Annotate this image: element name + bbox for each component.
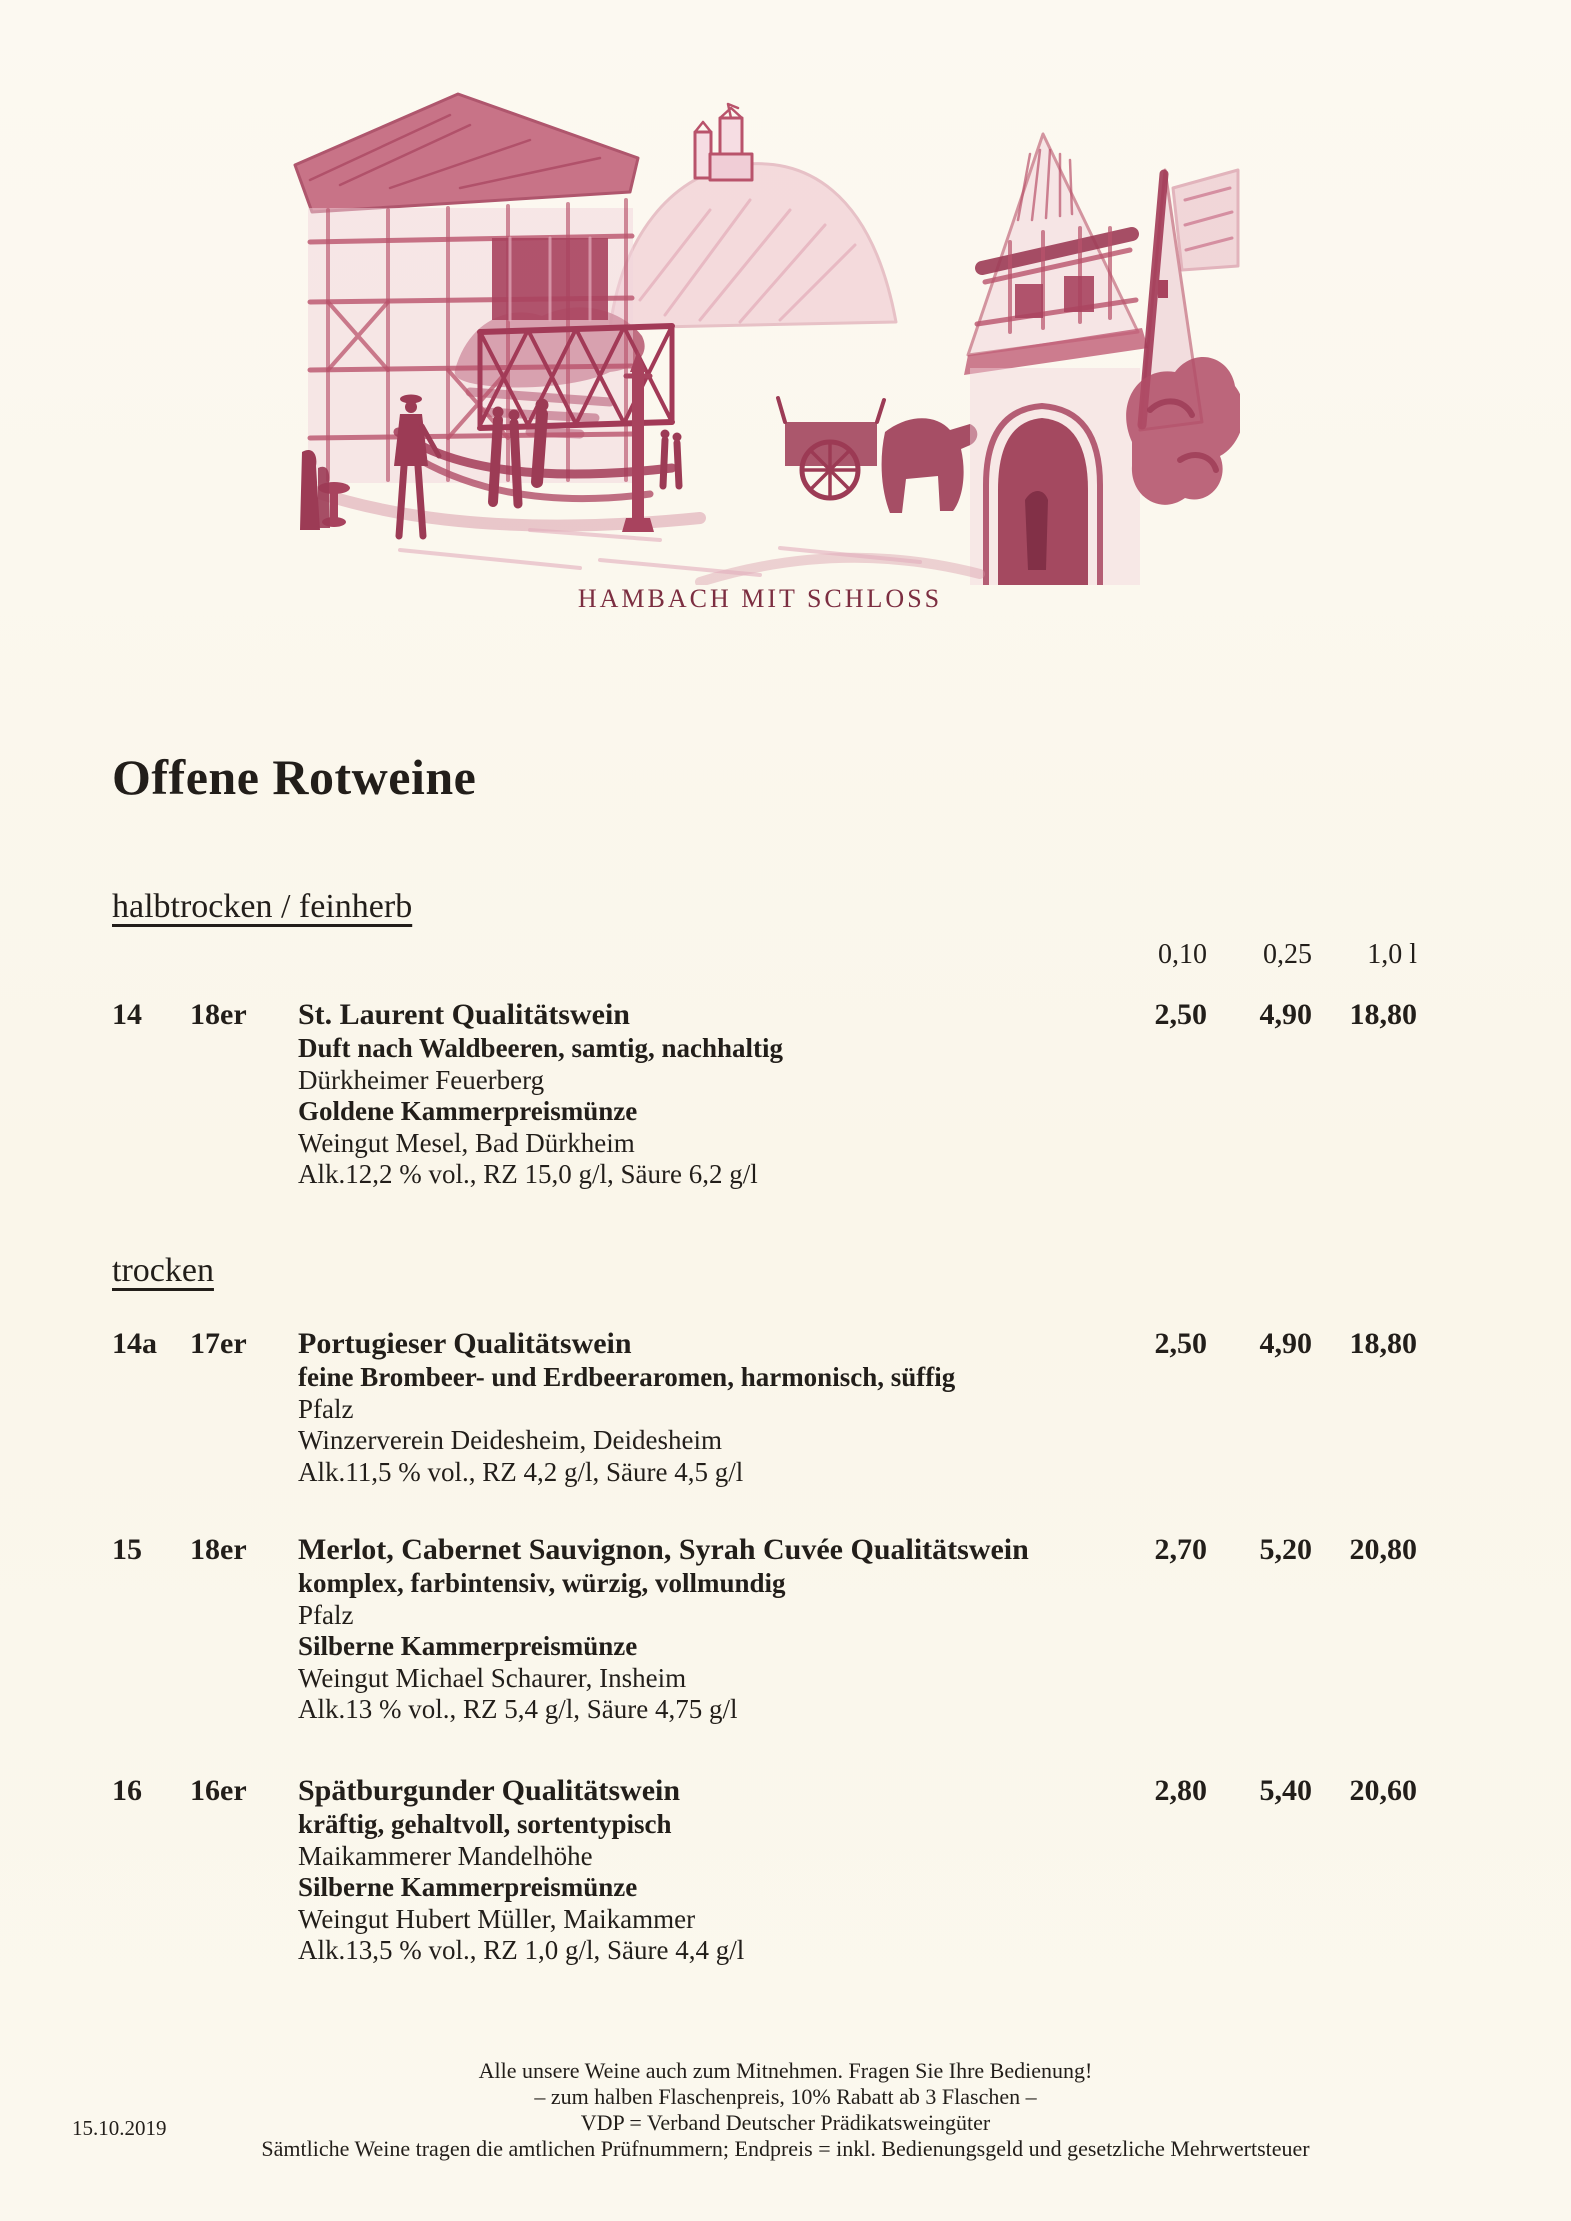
size-column-0-10: 0,10 xyxy=(1158,939,1207,970)
wine-producer: Weingut Hubert Müller, Maikammer xyxy=(298,1903,696,1934)
wine-entry-15 xyxy=(112,1532,1417,1726)
wine-award: Silberne Kammerpreismünze xyxy=(298,1872,638,1902)
wine-entry-14 xyxy=(112,997,1417,1191)
wine-vintage: 17er xyxy=(190,1327,247,1360)
wine-price-0-10: 2,50 xyxy=(1154,998,1207,1031)
footer-line-legal: Sämtliche Weine tragen die amtlichen Prüfnummern; Endpreis = inkl. Bedienungsgeld und gesetzliche Mehrwertsteuer xyxy=(261,2136,1310,2161)
wine-producer: Weingut Michael Schaurer, Insheim xyxy=(298,1662,687,1693)
wine-analysis: Alk.12,2 % vol., RZ 15,0 g/l, Säure 6,2 g/l xyxy=(298,1159,758,1189)
wine-vintage: 18er xyxy=(190,1533,247,1566)
village-illustration xyxy=(280,70,1240,585)
footer-line-takeaway: Alle unsere Weine auch zum Mitnehmen. Fragen Sie Ihre Bedienung! xyxy=(478,2058,1093,2083)
wine-vintage: 18er xyxy=(190,998,247,1031)
wine-producer: Winzerverein Deidesheim, Deidesheim xyxy=(298,1425,722,1455)
menu-date: 15.10.2019 xyxy=(72,2116,167,2140)
size-column-0-25: 0,25 xyxy=(1263,939,1312,970)
section-heading-halbtrocken: halbtrocken / feinherb xyxy=(112,888,413,925)
page-title: Offene Rotweine xyxy=(112,749,477,805)
spacer xyxy=(112,939,1102,971)
wine-description: Duft nach Waldbeeren, samtig, nachhaltig xyxy=(298,1033,784,1063)
wine-price-0-10: 2,50 xyxy=(1154,1327,1207,1360)
wine-price-0-25: 4,90 xyxy=(1259,998,1312,1031)
wine-price-1-0l: 20,80 xyxy=(1349,1533,1417,1566)
wine-region: Pfalz xyxy=(298,1599,354,1630)
wine-name: Merlot, Cabernet Sauvignon, Syrah Cuvée Qualitätswein xyxy=(298,1533,1029,1566)
size-column-1-0l: 1,0 l xyxy=(1367,939,1417,970)
wine-entry-16 xyxy=(112,1773,1417,1967)
footer-line-vdp: VDP = Verband Deutscher Prädikatsweingüter xyxy=(580,2110,991,2135)
wine-analysis: Alk.11,5 % vol., RZ 4,2 g/l, Säure 4,5 g/l xyxy=(298,1456,744,1487)
village-illustration-svg xyxy=(280,70,1240,585)
price-size-header xyxy=(112,939,1417,971)
wine-description: kräftig, gehaltvoll, sortentypisch xyxy=(298,1809,672,1839)
wine-price-1-0l: 18,80 xyxy=(1349,998,1417,1031)
wine-name: Portugieser Qualitätswein xyxy=(298,1327,632,1360)
wine-producer: Weingut Mesel, Bad Dürkheim xyxy=(298,1127,635,1158)
wine-price-0-25: 5,40 xyxy=(1259,1774,1312,1807)
wine-entry-14a xyxy=(112,1326,1417,1488)
wine-price-1-0l: 20,60 xyxy=(1349,1774,1417,1807)
wine-number: 15 xyxy=(112,1533,142,1566)
wine-price-0-10: 2,80 xyxy=(1154,1774,1207,1807)
wine-price-0-25: 5,20 xyxy=(1259,1533,1312,1566)
wine-price-1-0l: 18,80 xyxy=(1349,1327,1417,1360)
wine-award: Goldene Kammerpreismünze xyxy=(298,1096,638,1126)
wine-number: 14a xyxy=(112,1327,157,1360)
wine-price-0-25: 4,90 xyxy=(1259,1327,1312,1360)
wine-description: feine Brombeer- und Erdbeeraromen, harmonisch, süffig xyxy=(298,1362,956,1392)
wine-site: Maikammerer Mandelhöhe xyxy=(298,1840,593,1871)
section-heading-trocken: trocken xyxy=(112,1252,214,1289)
footer-notes xyxy=(0,2058,1571,2162)
wine-analysis: Alk.13,5 % vol., RZ 1,0 g/l, Säure 4,4 g/l xyxy=(298,1935,745,1965)
wine-number: 14 xyxy=(112,998,142,1031)
wine-region: Pfalz xyxy=(298,1393,354,1424)
wine-price-0-10: 2,70 xyxy=(1154,1533,1207,1566)
wine-name: Spätburgunder Qualitätswein xyxy=(298,1774,681,1807)
footer-line-discount: – zum halben Flaschenpreis, 10% Rabatt ab 3 Flaschen – xyxy=(534,2084,1037,2109)
wine-award: Silberne Kammerpreismünze xyxy=(298,1631,638,1661)
wine-description: komplex, farbintensiv, würzig, vollmundig xyxy=(298,1568,786,1598)
wine-number: 16 xyxy=(112,1774,142,1807)
wine-name: St. Laurent Qualitätswein xyxy=(298,998,630,1031)
wine-analysis: Alk.13 % vol., RZ 5,4 g/l, Säure 4,75 g/l xyxy=(298,1694,738,1724)
wine-site: Dürkheimer Feuerberg xyxy=(298,1064,545,1095)
illustration-caption: HAMBACH MIT SCHLOSS xyxy=(577,584,943,613)
wine-vintage: 16er xyxy=(190,1774,247,1807)
